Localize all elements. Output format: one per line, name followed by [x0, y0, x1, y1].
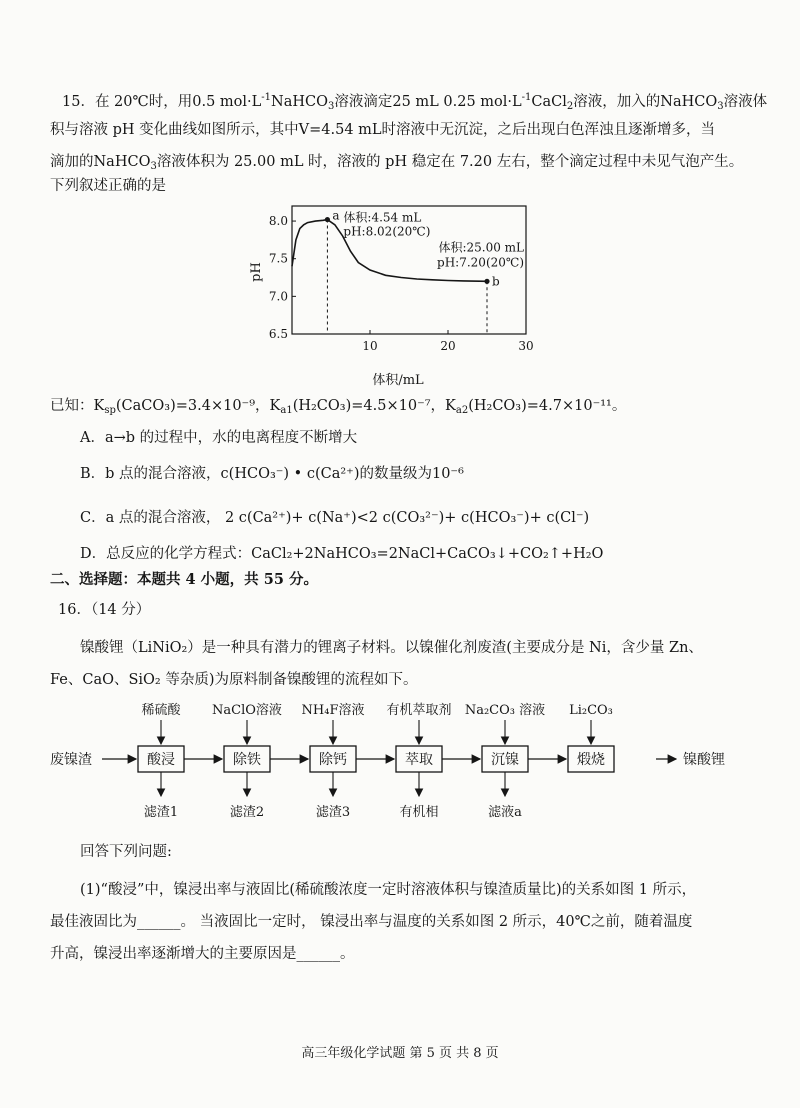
flow-reagent: NH₄F溶液: [301, 703, 365, 718]
x-tick-label: 30: [518, 339, 534, 353]
q15-line2: 积与溶液 pH 变化曲线如图所示，其中V=4.54 mL时溶液中无沉淀，之后出现白色浑浊且逐渐增多，当: [50, 122, 716, 138]
known-prefix: 已知：K: [50, 398, 105, 414]
x-tick-label: 10: [362, 339, 378, 353]
flow-box-label: 煅烧: [577, 752, 605, 768]
flow-output: 镍酸锂: [683, 752, 725, 768]
flow-reagent: 稀硫酸: [141, 703, 181, 718]
page-footer: 高三年级化学试题 第 5 页 共 8 页: [301, 1046, 499, 1061]
flow-box-label: 酸浸: [147, 752, 175, 768]
flow-waste: 有机相: [399, 805, 439, 820]
ka2-sub: a2: [455, 405, 469, 416]
option-d: D．总反应的化学方程式：CaCl₂+2NaHCO₃=2NaCl+CaCO₃↓+CO₂↑+H₂O: [80, 546, 604, 562]
sub-3b: 3: [717, 101, 724, 112]
option-c: C．a 点的混合溶液， 2 c(Ca²⁺)+ c(Na⁺)<2 c(CO₃²⁻)+ c(HCO₃⁻)+ c(Cl⁻): [80, 510, 590, 526]
q16-sub1-line1: (1)“酸浸”中，镍浸出率与液固比(稀硫酸浓度一定时溶液体积与镍渣质量比)的关系如图 1 所示，: [80, 882, 697, 898]
flow-reagent: Na₂CO₃ 溶液: [464, 703, 546, 718]
q16-para1: 镍酸锂（LiNiO₂）是一种具有潜力的锂离子材料。以镍催化剂废渣(主要成分是 Ni，含少量 Zn、: [80, 640, 703, 656]
q15-line3-part1: 滴加的NaHCO: [50, 154, 151, 170]
chart-marks: [325, 209, 524, 334]
q15-line1-part6: 溶液体: [723, 94, 768, 110]
q16-sub1-line2: 最佳液固比为______。 当液固比一定时， 镍浸出率与温度的关系如图 2 所示，40℃之前，随着温度: [50, 914, 693, 930]
process-flowchart: [40, 700, 780, 830]
flow-box-label: 除铁: [233, 752, 261, 768]
flow-steps: [138, 702, 614, 820]
section-2-heading: 二、选择题：本题共 4 小题，共 55 分。: [50, 571, 318, 588]
point-a-label: a: [332, 208, 340, 223]
ksp-value: (CaCO₃)=3.4×10⁻⁹，K: [115, 398, 281, 414]
q15-line1-part1: 15．在 20℃时，用0.5 mol·L: [62, 94, 262, 110]
x-tick-label: 20: [440, 339, 456, 353]
point-b-label: b: [492, 274, 500, 289]
q15-line1-part2: NaHCO: [271, 94, 328, 110]
flow-reagent: Li₂CO₃: [569, 703, 613, 718]
q15-line4: 下列叙述正确的是: [50, 178, 166, 194]
flow-box-label: 沉镍: [491, 752, 519, 768]
sub-3c: 3: [150, 161, 157, 172]
known-constants: [50, 396, 626, 421]
point-a: [325, 217, 330, 222]
flow-waste: 滤液a: [488, 805, 522, 820]
point-a-note-volume: 体积:4.54 mL: [343, 210, 422, 225]
flow-box-label: 除钙: [319, 752, 347, 768]
titration-chart: [248, 200, 548, 390]
flow-waste: 滤渣2: [229, 805, 265, 820]
point-a-note-ph: pH:8.02(20℃): [343, 224, 431, 239]
ka1-value: (H₂CO₃)=4.5×10⁻⁷，K: [292, 398, 456, 414]
q15-line3: [50, 152, 743, 177]
y-tick-label: 8.0: [268, 214, 288, 229]
q15-line1: [62, 88, 767, 117]
chart-xlabel: 体积/mL: [372, 373, 424, 388]
answer-intro: 回答下列问题:: [80, 844, 172, 860]
flow-box-label: 萃取: [405, 752, 433, 768]
q15-line3-part2: 溶液体积为 25.00 mL 时，溶液的 pH 稳定在 7.20 左右，整个滴定过程中未见气泡产生。: [156, 154, 744, 170]
q16-sub1-line3: 升高，镍浸出率逐渐增大的主要原因是______。: [50, 946, 355, 962]
chart-ylabel: pH: [249, 262, 264, 282]
point-b-note-ph: pH:7.20(20℃): [437, 255, 524, 270]
flow-waste: 滤渣3: [315, 805, 351, 820]
ka2-value: (H₂CO₃)=4.7×10⁻¹¹。: [468, 398, 627, 414]
y-tick-label: 6.5: [268, 327, 288, 341]
flow-reagent: 有机萃取剂: [386, 703, 452, 718]
minus1-sup-2: -1: [521, 92, 532, 103]
sub-3: 3: [327, 101, 335, 112]
q16-heading: 16．（14 分）: [58, 602, 151, 618]
q15-line1-part5: 溶液，加入的NaHCO: [573, 94, 718, 110]
q15-line1-part3: 溶液滴定25 mL 0.25 mol·L: [334, 94, 522, 110]
point-b-note-volume: 体积:25.00 mL: [438, 240, 524, 255]
option-b: B．b 点的混合溶液，c(HCO₃⁻) • c(Ca²⁺)的数量级为10⁻⁶: [80, 466, 464, 482]
y-tick-label: 7.0: [268, 289, 288, 304]
ksp-sub: sp: [104, 405, 116, 416]
point-b: [484, 279, 489, 284]
flow-waste: 滤渣1: [143, 805, 179, 820]
flow-input: 废镍渣: [50, 752, 92, 768]
q15-line1-part4: CaCl: [531, 94, 567, 110]
y-tick-label: 7.5: [268, 251, 288, 266]
minus1-sup: -1: [261, 92, 272, 103]
flow-reagent: NaClO溶液: [212, 703, 282, 718]
option-a: A．a→b 的过程中，水的电离程度不断增大: [80, 430, 358, 446]
q16-para2: Fe、CaO、SiO₂ 等杂质)为原料制备镍酸锂的流程如下。: [50, 672, 418, 688]
sub-2: 2: [566, 101, 574, 112]
ka1-sub: a1: [280, 405, 293, 416]
